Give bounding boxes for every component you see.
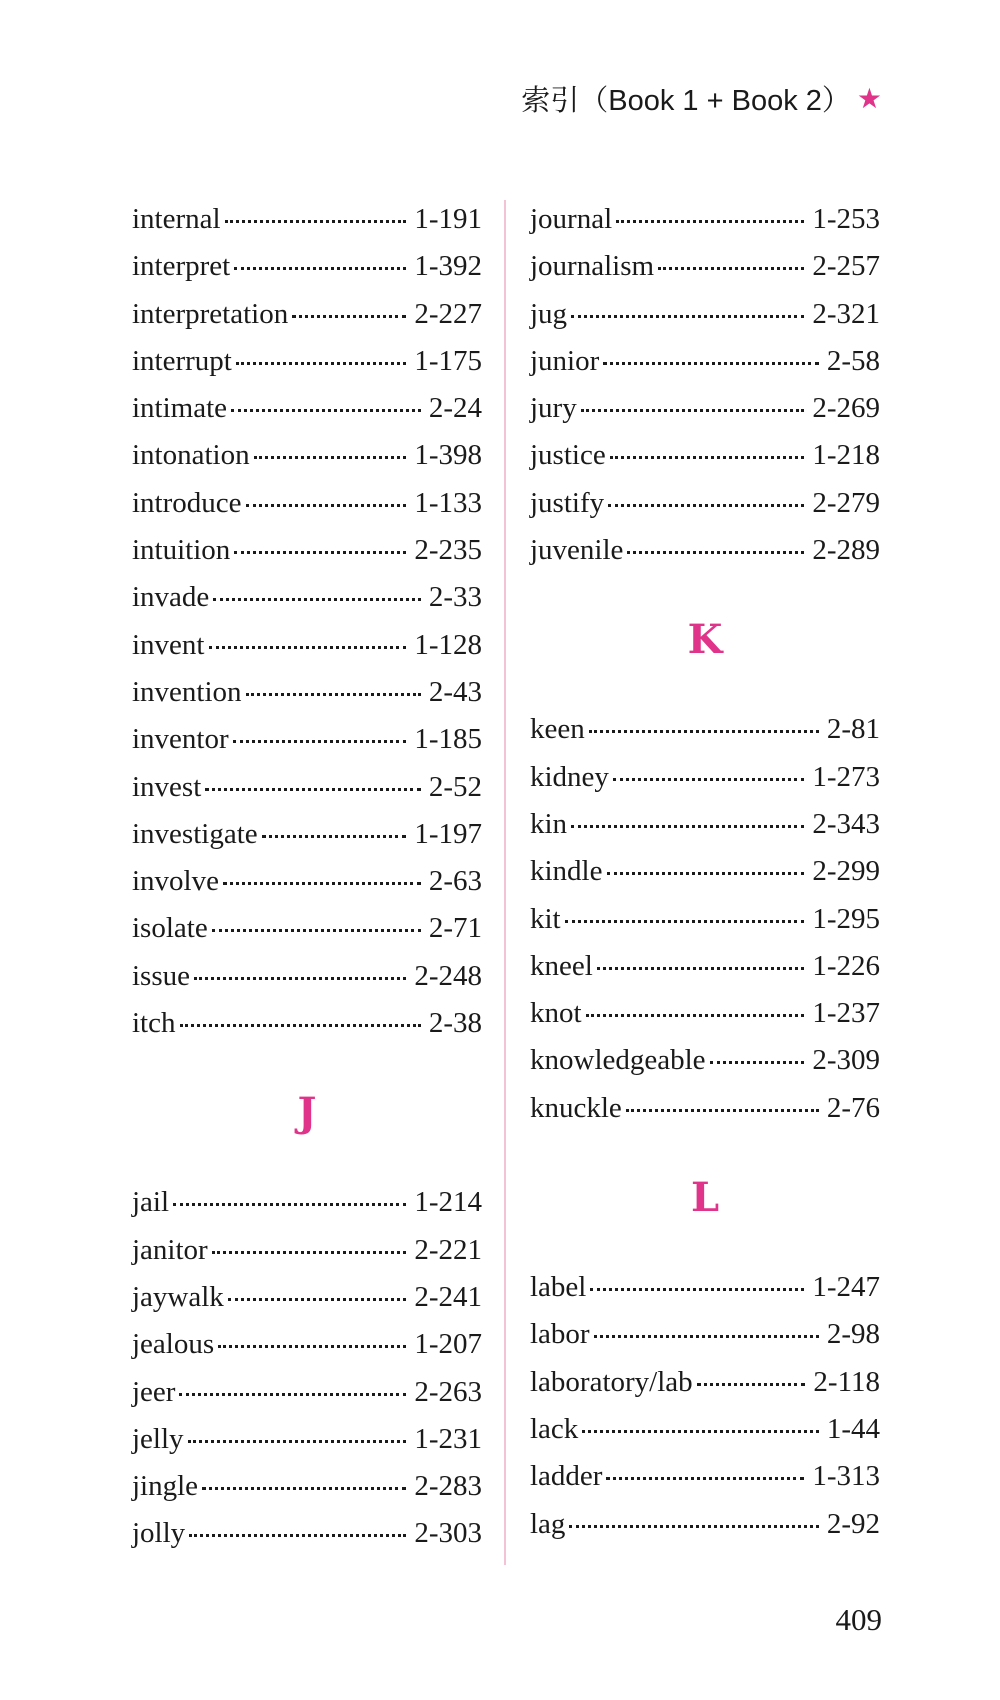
index-column-left <box>132 196 482 1558</box>
leader-dots <box>173 1202 406 1206</box>
leader-dots <box>616 219 804 223</box>
entry-page-ref: 2-52 <box>428 770 482 803</box>
entry-page-ref: 1-273 <box>812 760 880 793</box>
entry-word: jury <box>530 392 577 425</box>
entry-word: lag <box>530 1507 566 1540</box>
entry-page-ref: 1-44 <box>826 1412 880 1445</box>
entry-page-ref: 1-133 <box>414 486 482 519</box>
entry-word: issue <box>132 959 190 992</box>
leader-dots <box>569 1524 818 1528</box>
index-entry <box>530 338 880 385</box>
index-entry <box>530 385 880 432</box>
entry-word: kindle <box>530 855 603 888</box>
index-entry <box>132 527 482 574</box>
leader-dots <box>658 266 804 270</box>
entry-page-ref: 2-38 <box>428 1007 482 1040</box>
leader-dots <box>254 455 407 459</box>
leader-dots <box>565 919 805 923</box>
index-entry <box>530 990 880 1037</box>
index-entry <box>132 1369 482 1416</box>
leader-dots <box>608 503 804 507</box>
entry-word: interpret <box>132 250 231 283</box>
leader-dots <box>589 729 819 733</box>
leader-dots <box>234 266 406 270</box>
entry-word: journalism <box>530 250 655 283</box>
entry-word: jingle <box>132 1470 199 1503</box>
leader-dots <box>571 314 804 318</box>
entry-page-ref: 2-235 <box>414 534 482 567</box>
entry-page-ref: 1-231 <box>414 1422 482 1455</box>
entry-page-ref: 2-263 <box>414 1375 482 1408</box>
leader-dots <box>710 1060 805 1064</box>
index-entry <box>530 1085 880 1132</box>
entry-page-ref: 2-283 <box>414 1470 482 1503</box>
entry-page-ref: 1-226 <box>812 949 880 982</box>
entry-page-ref: 1-247 <box>812 1271 880 1304</box>
entry-word: invest <box>132 770 202 803</box>
index-entry <box>132 1179 482 1226</box>
section-letter-k: K <box>687 616 723 664</box>
entry-word: kit <box>530 902 561 935</box>
entry-word: knuckle <box>530 1091 622 1124</box>
entry-word: involve <box>132 865 219 898</box>
entry-word: justify <box>530 486 605 519</box>
index-entry <box>530 1359 880 1406</box>
leader-dots <box>613 777 804 781</box>
index-entry <box>530 896 880 943</box>
entry-page-ref: 1-237 <box>812 997 880 1030</box>
entry-page-ref: 2-299 <box>812 855 880 888</box>
entry-page-ref: 2-321 <box>812 297 880 330</box>
index-entry <box>530 1264 880 1311</box>
section-letter-l: L <box>690 1174 720 1222</box>
entry-word: intonation <box>132 439 250 472</box>
index-entry <box>132 243 482 290</box>
entry-page-ref: 1-197 <box>414 817 482 850</box>
index-entry <box>530 754 880 801</box>
leader-dots <box>590 1287 804 1291</box>
entry-word: intimate <box>132 392 228 425</box>
leader-dots <box>212 1250 407 1254</box>
entry-page-ref: 1-295 <box>812 902 880 935</box>
entry-page-ref: 2-279 <box>812 486 880 519</box>
index-entry <box>132 432 482 479</box>
entry-word: janitor <box>132 1233 208 1266</box>
index-entry <box>530 706 880 753</box>
index-entry <box>132 338 482 385</box>
leader-dots <box>233 739 407 743</box>
leader-dots <box>179 1392 406 1396</box>
entry-word: invent <box>132 628 205 661</box>
leader-dots <box>292 314 406 318</box>
column-divider <box>504 200 506 1565</box>
entry-page-ref: 1-185 <box>414 723 482 756</box>
entry-page-ref: 2-289 <box>812 534 880 567</box>
entry-page-ref: 2-43 <box>428 675 482 708</box>
entry-page-ref: 1-207 <box>414 1328 482 1361</box>
entry-word: keen <box>530 713 585 746</box>
index-entry <box>132 385 482 432</box>
index-entry <box>132 764 482 811</box>
entry-word: internal <box>132 203 221 235</box>
index-entry <box>132 1321 482 1368</box>
index-entry <box>132 905 482 952</box>
entry-word: invention <box>132 675 242 708</box>
leader-dots <box>586 1013 805 1017</box>
entry-word: juvenile <box>530 534 624 567</box>
entry-page-ref: 2-71 <box>428 912 482 945</box>
leader-dots <box>223 881 421 885</box>
index-entry <box>132 291 482 338</box>
entry-page-ref: 2-76 <box>826 1091 880 1124</box>
entry-word: itch <box>132 1007 176 1040</box>
entry-page-ref: 1-214 <box>414 1186 482 1219</box>
leader-dots <box>218 1344 406 1348</box>
index-entry <box>132 716 482 763</box>
leader-dots <box>594 1334 819 1338</box>
index-entry <box>530 1453 880 1500</box>
section-letter-j: J <box>297 1089 317 1137</box>
entry-word: jealous <box>132 1328 215 1361</box>
star-icon: ★ <box>856 83 882 114</box>
entry-page-ref: 2-343 <box>812 807 880 840</box>
entry-page-ref: 2-248 <box>414 959 482 992</box>
leader-dots <box>236 361 406 365</box>
index-entry <box>530 848 880 895</box>
leader-dots <box>697 1382 806 1386</box>
index-entry <box>132 953 482 1000</box>
entry-word: jeer <box>132 1375 176 1408</box>
header-title: 索引（Book 1 + Book 2） <box>521 85 851 117</box>
entry-page-ref: 2-221 <box>414 1233 482 1266</box>
entry-word: label <box>530 1271 587 1304</box>
entry-word: junior <box>530 344 600 377</box>
leader-dots <box>610 455 805 459</box>
entry-page-ref: 1-253 <box>812 203 880 235</box>
index-entry <box>132 480 482 527</box>
index-entry <box>132 1463 482 1510</box>
entry-page-ref: 2-58 <box>826 344 880 377</box>
entry-page-ref: 1-175 <box>414 344 482 377</box>
leader-dots <box>228 1297 407 1301</box>
entry-page-ref: 2-118 <box>813 1365 880 1398</box>
index-entry <box>530 432 880 479</box>
entry-page-ref: 1-398 <box>414 439 482 472</box>
entry-word: kneel <box>530 949 593 982</box>
entry-word: jolly <box>132 1517 186 1550</box>
leader-dots <box>571 824 804 828</box>
entry-page-ref: 1-191 <box>414 203 482 235</box>
entry-word: justice <box>530 439 606 472</box>
entry-page-ref: 2-303 <box>414 1517 482 1550</box>
entry-word: interrupt <box>132 344 232 377</box>
entry-word: investigate <box>132 817 258 850</box>
index-entry <box>530 1406 880 1453</box>
leader-dots <box>213 597 421 601</box>
entry-word: jug <box>530 297 568 330</box>
index-entry <box>530 1311 880 1358</box>
entry-word: journal <box>530 203 613 235</box>
index-entry <box>530 291 880 338</box>
leader-dots <box>262 834 407 838</box>
entry-page-ref: 2-81 <box>826 713 880 746</box>
leader-dots <box>627 550 804 554</box>
leader-dots <box>212 928 421 932</box>
leader-dots <box>246 503 407 507</box>
index-entry <box>132 1000 482 1047</box>
index-entry <box>132 669 482 716</box>
index-entry <box>132 1227 482 1274</box>
entry-page-ref: 2-24 <box>428 392 482 425</box>
entry-word: jaywalk <box>132 1280 224 1313</box>
index-entry <box>132 196 482 243</box>
entry-page-ref: 1-218 <box>812 439 880 472</box>
index-entry <box>530 1037 880 1084</box>
leader-dots <box>606 1476 804 1480</box>
running-header <box>521 78 882 119</box>
entry-page-ref: 2-309 <box>812 1044 880 1077</box>
index-entry <box>530 243 880 290</box>
leader-dots <box>246 692 421 696</box>
entry-page-ref: 2-63 <box>428 865 482 898</box>
index-column-right <box>530 196 880 1548</box>
entry-word: ladder <box>530 1460 603 1493</box>
index-entry <box>530 196 880 243</box>
index-entry <box>132 811 482 858</box>
index-entry <box>530 801 880 848</box>
leader-dots <box>194 976 406 980</box>
entry-page-ref: 1-313 <box>812 1460 880 1493</box>
entry-word: kidney <box>530 760 609 793</box>
entry-word: laboratory/lab <box>530 1365 693 1398</box>
entry-page-ref: 2-33 <box>428 581 482 614</box>
page-number: 409 <box>835 1602 882 1637</box>
leader-dots <box>597 966 805 970</box>
entry-word: lack <box>530 1412 579 1445</box>
index-entry <box>530 480 880 527</box>
entry-page-ref: 1-392 <box>414 250 482 283</box>
index-entry <box>530 527 880 574</box>
index-entry <box>132 1510 482 1557</box>
leader-dots <box>180 1023 421 1027</box>
entry-word: isolate <box>132 912 208 945</box>
leader-dots <box>202 1486 406 1490</box>
index-entry <box>132 1416 482 1463</box>
index-entry <box>132 622 482 669</box>
entry-word: intuition <box>132 534 231 567</box>
entry-word: introduce <box>132 486 242 519</box>
leader-dots <box>225 219 407 223</box>
entry-page-ref: 2-269 <box>812 392 880 425</box>
entry-word: jail <box>132 1186 170 1219</box>
index-entry <box>132 574 482 621</box>
index-entry <box>132 1274 482 1321</box>
leader-dots <box>205 787 421 791</box>
leader-dots <box>234 550 406 554</box>
leader-dots <box>188 1439 407 1443</box>
index-entry <box>530 1501 880 1548</box>
entry-page-ref: 2-257 <box>812 250 880 283</box>
leader-dots <box>189 1533 406 1537</box>
leader-dots <box>582 1429 819 1433</box>
entry-page-ref: 2-92 <box>826 1507 880 1540</box>
index-entry <box>132 858 482 905</box>
leader-dots <box>231 408 421 412</box>
entry-word: inventor <box>132 723 229 756</box>
leader-dots <box>603 361 819 365</box>
entry-word: knot <box>530 997 582 1030</box>
entry-word: invade <box>132 581 210 614</box>
entry-word: kin <box>530 807 568 840</box>
entry-page-ref: 2-227 <box>414 297 482 330</box>
entry-word: labor <box>530 1318 590 1351</box>
leader-dots <box>209 645 407 649</box>
entry-word: jelly <box>132 1422 184 1455</box>
entry-page-ref: 2-98 <box>826 1318 880 1351</box>
leader-dots <box>607 871 805 875</box>
entry-page-ref: 2-241 <box>414 1280 482 1313</box>
index-entry <box>530 943 880 990</box>
leader-dots <box>581 408 805 412</box>
entry-word: interpretation <box>132 297 289 330</box>
entry-word: knowledgeable <box>530 1044 706 1077</box>
entry-page-ref: 1-128 <box>414 628 482 661</box>
leader-dots <box>626 1108 819 1112</box>
